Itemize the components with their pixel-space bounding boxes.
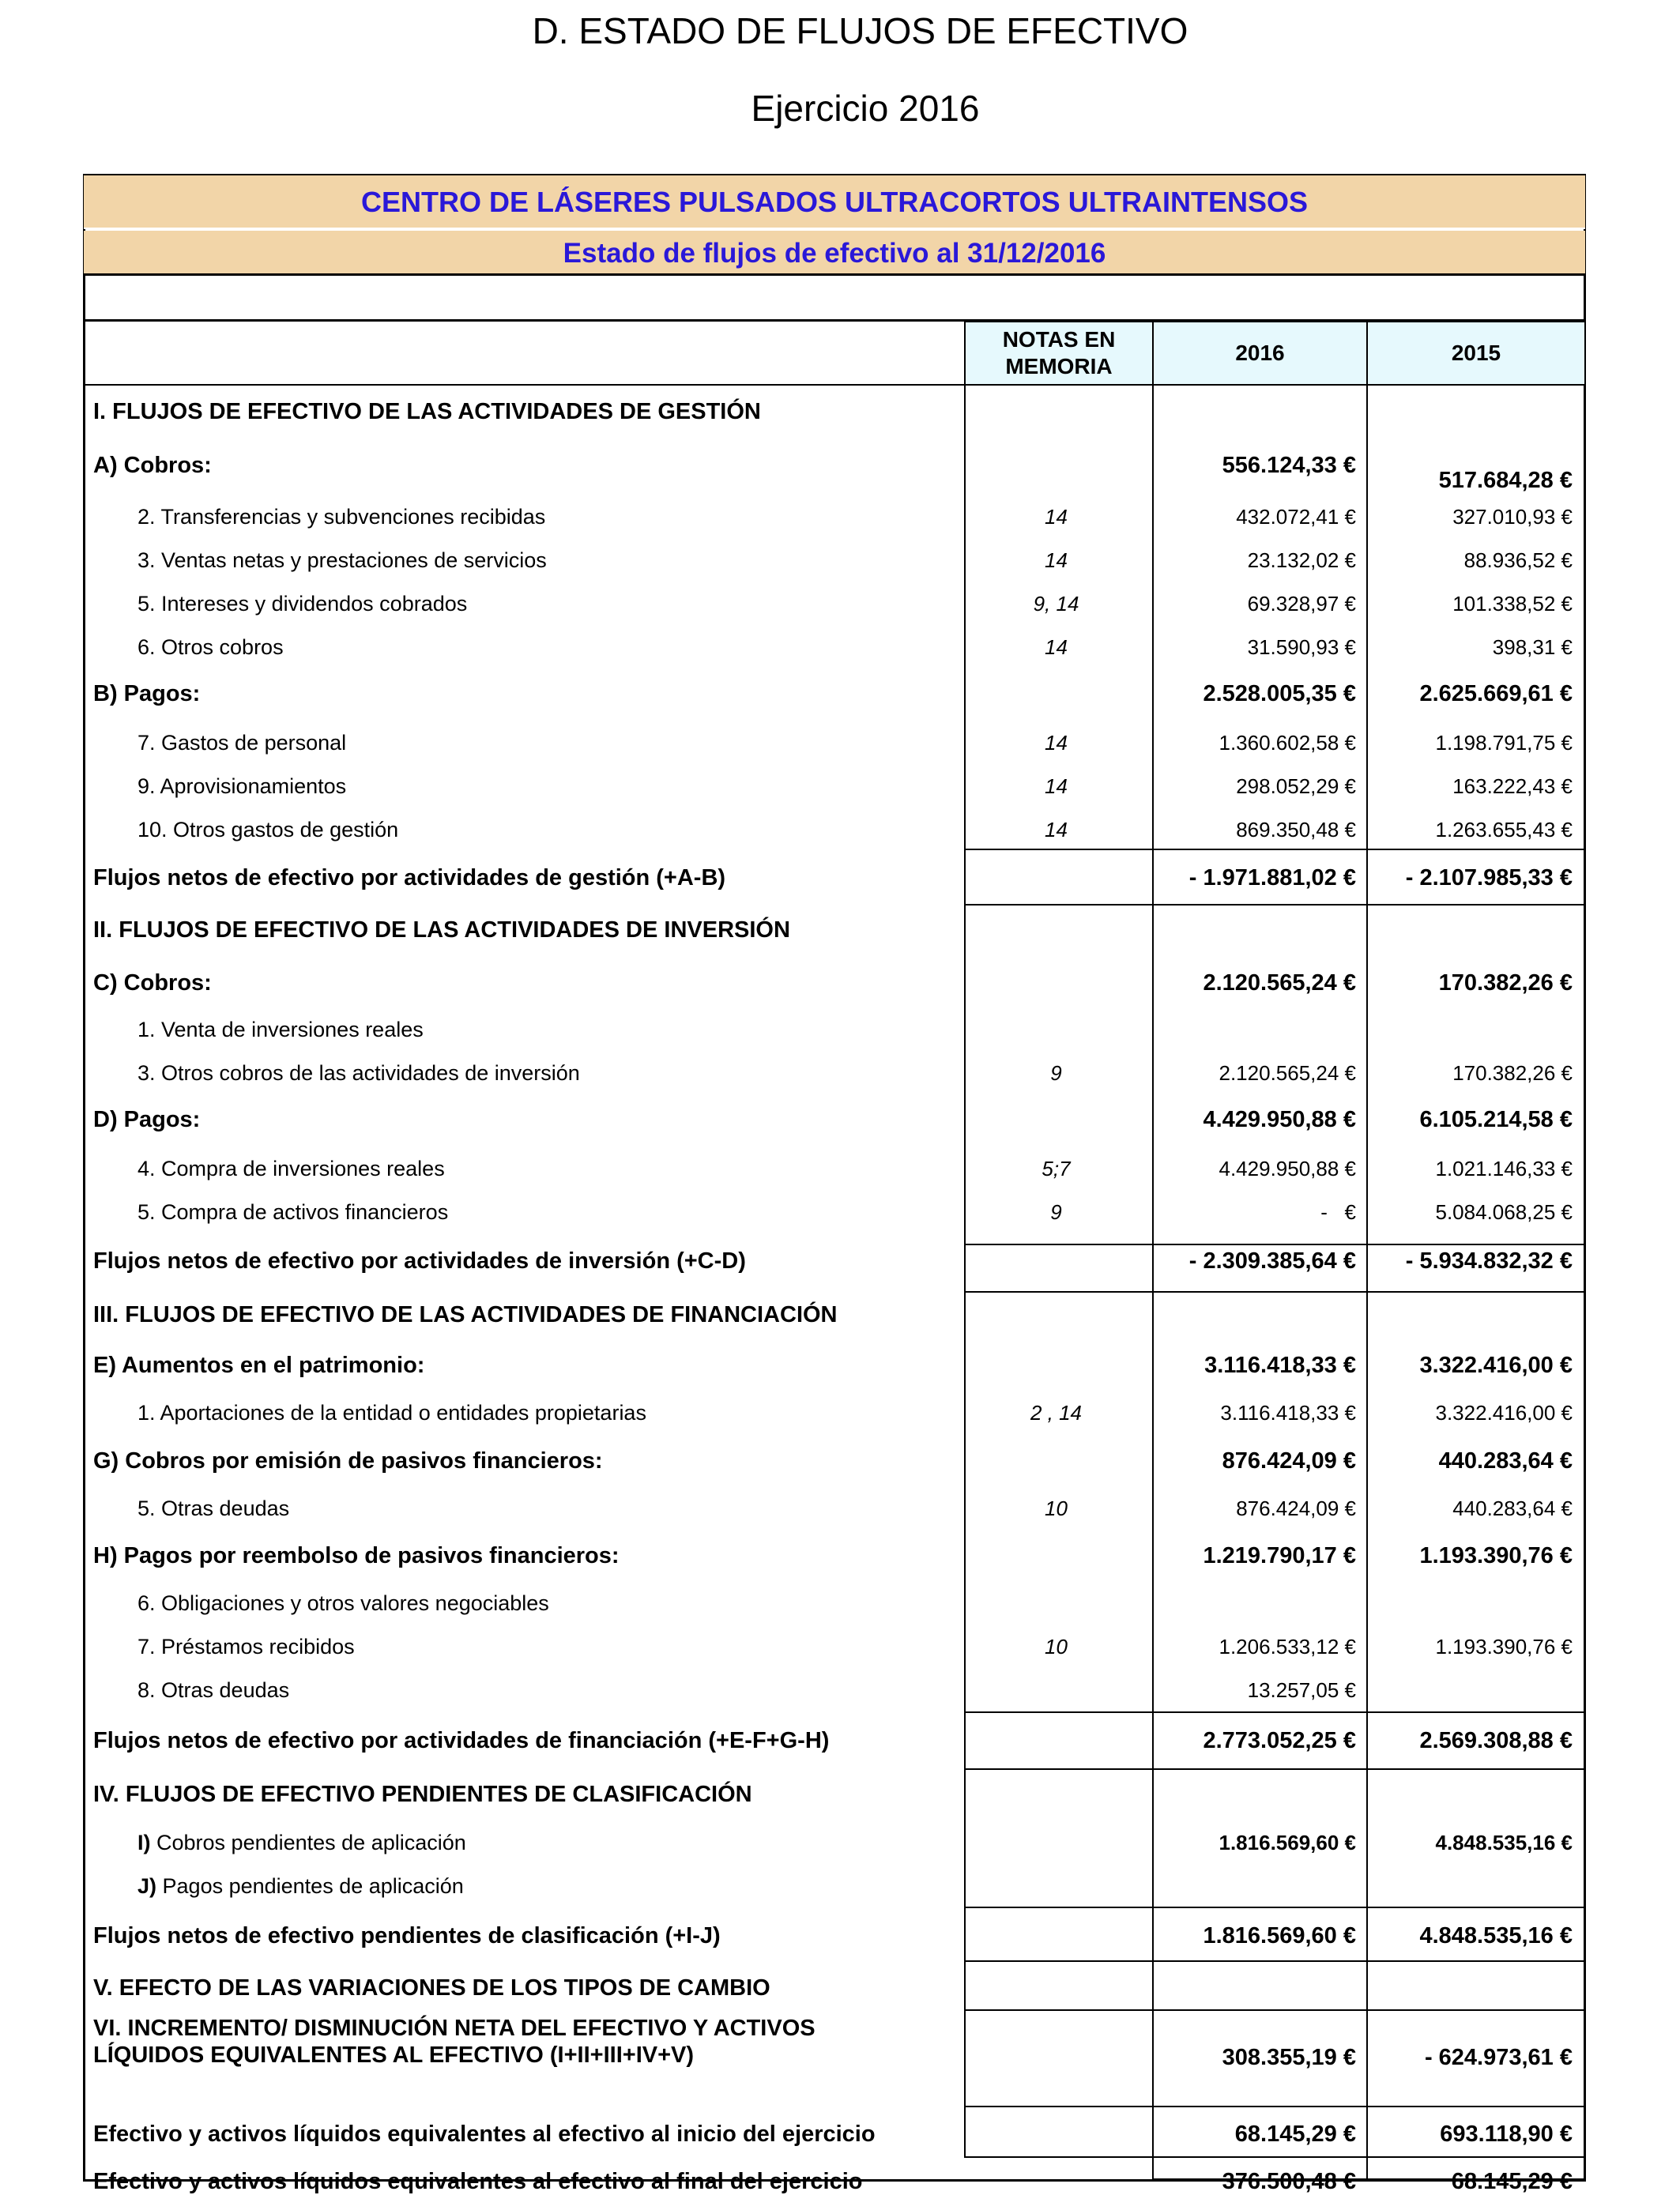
item-label [137,1874,464,1899]
value-2016: 1.219.790,17 € [1203,1543,1356,1568]
value-2015: 1.193.390,76 € [1419,1543,1573,1568]
value-2015: 4.848.535,16 € [1435,1831,1573,1854]
row-divider [964,2156,1586,2158]
item-label: 10. Otros gastos de gestión [137,818,399,841]
item-label: 1. Venta de inversiones reales [137,1018,424,1041]
value-2016: 31.590,93 € [1247,635,1356,659]
value-2015: 4.848.535,16 € [1419,1923,1573,1948]
value-2015: 101.338,52 € [1452,592,1573,616]
row-divider [964,2106,1586,2107]
value-2015: 88.936,52 € [1463,548,1573,572]
group-label: H) Pagos por reembolso de pasivos financieros: [93,1543,620,1568]
note-ref: 5;7 [1042,1157,1071,1180]
value-2016: 69.328,97 € [1247,592,1356,616]
value-2015: 2.625.669,61 € [1419,681,1573,706]
value-2016: - 1.971.881,02 € [1188,865,1356,890]
value-2016: 23.132,02 € [1247,548,1356,572]
total-label: Efectivo y activos líquidos equivalentes al efectivo al inicio del ejercicio [93,2122,876,2147]
entity-banner: CENTRO DE LÁSERES PULSADOS ULTRACORTOS ULTRAINTENSOS [84,175,1585,229]
row-divider [964,1768,1586,1770]
note-ref: 14 [1045,731,1068,755]
document-title: D. ESTADO DE FLUJOS DE EFECTIVO [532,10,1188,51]
item-label-text: Pagos pendientes de aplicación [162,1874,464,1898]
group-label: D) Pagos: [93,1107,201,1132]
value-2016: 1.206.533,12 € [1219,1635,1356,1658]
document-subtitle: Ejercicio 2016 [751,88,980,129]
value-2016: 2.120.565,24 € [1203,970,1356,996]
section-heading: VI. INCREMENTO/ DISMINUCIÓN NETA DEL EFECTIVO Y ACTIVOS LÍQUIDOS EQUIVALENTES AL EFECTIVO (I+II+III+IV+V) [93,2016,816,2068]
total-label: Efectivo y activos líquidos equivalentes al efectivo al final del ejercicio [93,2169,863,2194]
note-ref: 14 [1045,774,1068,798]
column-header-2015: 2015 [1366,321,1586,386]
total-label: Flujos netos de efectivo por actividades de inversión (+C-D) [93,1248,746,1274]
section-heading: V. EFECTO DE LAS VARIACIONES DE LOS TIPOS DE CAMBIO [93,1975,770,2001]
note-ref: 10 [1045,1497,1068,1520]
value-2016: 298.052,29 € [1236,774,1356,798]
value-2016: 1.816.569,60 € [1219,1831,1356,1854]
value-2016: 376.500,48 € [1222,2169,1356,2194]
notes-column-segment [964,1768,1154,1908]
value-2015: 1.021.146,33 € [1435,1157,1573,1180]
column-header-notes: NOTAS EN MEMORIA [964,321,1154,386]
notes-column-segment [964,2106,1154,2158]
group-label: E) Aumentos en el patrimonio: [93,1353,425,1378]
value-2015: 6.105.214,58 € [1419,1107,1573,1132]
value-2015: 398,31 € [1492,635,1573,659]
row-divider [964,849,1586,850]
item-label: 4. Compra de inversiones reales [137,1157,445,1180]
note-ref: 9, 14 [1033,592,1079,616]
total-label: Flujos netos de efectivo pendientes de clasificación (+I-J) [93,1923,721,1948]
notes-column-segment [964,849,1154,905]
group-label: B) Pagos: [93,681,201,706]
section-heading: IV. FLUJOS DE EFECTIVO PENDIENTES DE CLASIFICACIÓN [93,1782,752,1807]
note-ref: 2 , 14 [1030,1401,1083,1425]
row-divider [964,1711,1586,1713]
value-2015: 693.118,90 € [1440,2122,1573,2147]
value-2015: 170.382,26 € [1452,1061,1573,1085]
item-label: 5. Compra de activos financieros [137,1200,449,1224]
group-label: G) Cobros por emisión de pasivos financieros: [93,1448,603,1474]
group-label: C) Cobros: [93,970,212,996]
item-label: 7. Gastos de personal [137,731,347,755]
value-2016: 4.429.950,88 € [1219,1157,1356,1180]
note-ref: 10 [1045,1635,1068,1658]
value-2016: 869.350,48 € [1236,818,1356,841]
notes-column-segment [964,1711,1154,1770]
note-ref: 14 [1045,818,1068,841]
item-label-text: Cobros pendientes de aplicación [156,1831,466,1854]
section-heading: III. FLUJOS DE EFECTIVO DE LAS ACTIVIDADES DE FINANCIACIÓN [93,1302,838,1327]
row-divider [964,1291,1586,1293]
column-header-2016: 2016 [1152,321,1368,386]
note-ref: 9 [1050,1061,1062,1085]
value-2015: 170.382,26 € [1438,970,1573,996]
value-2015: - 2.107.985,33 € [1405,865,1573,890]
value-2016: 1.816.569,60 € [1203,1923,1356,1948]
note-ref: 9 [1050,1200,1062,1224]
row-divider [964,904,1586,905]
note-ref: 14 [1045,548,1068,572]
value-2015: - 624.973,61 € [1424,2045,1573,2070]
notes-column-segment [964,1244,1154,1293]
value-2015: 1.193.390,76 € [1435,1635,1573,1658]
item-label: 8. Otras deudas [137,1678,290,1702]
value-2015: 3.322.416,00 € [1435,1401,1573,1425]
value-2016: 556.124,33 € [1222,453,1356,478]
item-prefix: J) [137,1874,157,1898]
value-2015: 327.010,93 € [1452,505,1573,529]
value-2016: 2.528.005,35 € [1203,681,1356,706]
value-2015: 2.569.308,88 € [1419,1728,1573,1753]
row-divider [84,384,966,386]
notes-column-segment [964,2009,1154,2107]
statement-banner: Estado de flujos de efectivo al 31/12/2016 [84,231,1585,276]
item-label: 6. Obligaciones y otros valores negociables [137,1591,549,1615]
value-2016: 308.355,19 € [1222,2045,1356,2070]
notes-column-segment [964,1960,1154,2011]
value-2015: 1.198.791,75 € [1435,731,1573,755]
value-2016: 2.120.565,24 € [1219,1061,1356,1085]
value-2015: 1.263.655,43 € [1435,818,1573,841]
value-2016: - 2.309.385,64 € [1188,1248,1356,1274]
value-2015: 68.145,29 € [1451,2169,1573,2194]
total-label: Flujos netos de efectivo por actividades de financiación (+E-F+G-H) [93,1728,830,1753]
value-2016: 68.145,29 € [1234,2122,1356,2147]
group-label: A) Cobros: [93,453,212,478]
value-2015: 3.322.416,00 € [1419,1353,1573,1378]
value-2015: 163.222,43 € [1452,774,1573,798]
item-label: 6. Otros cobros [137,635,284,659]
value-2016: 13.257,05 € [1247,1678,1356,1702]
section-heading: I. FLUJOS DE EFECTIVO DE LAS ACTIVIDADES DE GESTIÓN [93,399,761,424]
value-2015: 440.283,64 € [1452,1497,1573,1520]
item-label: 1. Aportaciones de la entidad o entidades propietarias [137,1401,646,1425]
row-divider [964,1244,1586,1245]
value-2016: 432.072,41 € [1236,505,1356,529]
section-heading: II. FLUJOS DE EFECTIVO DE LAS ACTIVIDADES DE INVERSIÓN [93,917,790,943]
value-2016: 876.424,09 € [1222,1448,1356,1474]
row-divider [964,2009,1586,2011]
item-label: 3. Otros cobros de las actividades de inversión [137,1061,580,1085]
item-label: 7. Préstamos recibidos [137,1635,355,1658]
value-2016: 1.360.602,58 € [1219,731,1356,755]
total-label: Flujos netos de efectivo por actividades de gestión (+A-B) [93,865,726,890]
item-prefix: I) [137,1831,151,1854]
row-divider [964,1960,1586,1962]
note-ref: 14 [1045,505,1068,529]
item-label: 5. Intereses y dividendos cobrados [137,592,468,616]
value-2016: 4.429.950,88 € [1203,1107,1356,1132]
item-label: 3. Ventas netas y prestaciones de servicios [137,548,547,572]
item-label: 5. Otras deudas [137,1497,290,1520]
value-2016: - € [1320,1200,1356,1224]
item-label: 9. Aprovisionamientos [137,774,347,798]
value-2016: 3.116.418,33 € [1204,1353,1356,1378]
value-2016: 2.773.052,25 € [1203,1728,1356,1753]
item-label: 2. Transferencias y subvenciones recibidas [137,505,546,529]
item-label [137,1831,466,1855]
row-divider [964,1907,1586,1908]
value-2016: 3.116.418,33 € [1220,1401,1356,1425]
note-ref: 14 [1045,635,1068,659]
notes-column-segment [964,1907,1154,1962]
value-2015: - 5.934.832,32 € [1405,1248,1573,1274]
value-2015: 517.684,28 € [1438,468,1573,493]
value-2015: 440.283,64 € [1438,1448,1573,1474]
value-2016: 876.424,09 € [1236,1497,1356,1520]
value-2015: 5.084.068,25 € [1435,1200,1573,1224]
